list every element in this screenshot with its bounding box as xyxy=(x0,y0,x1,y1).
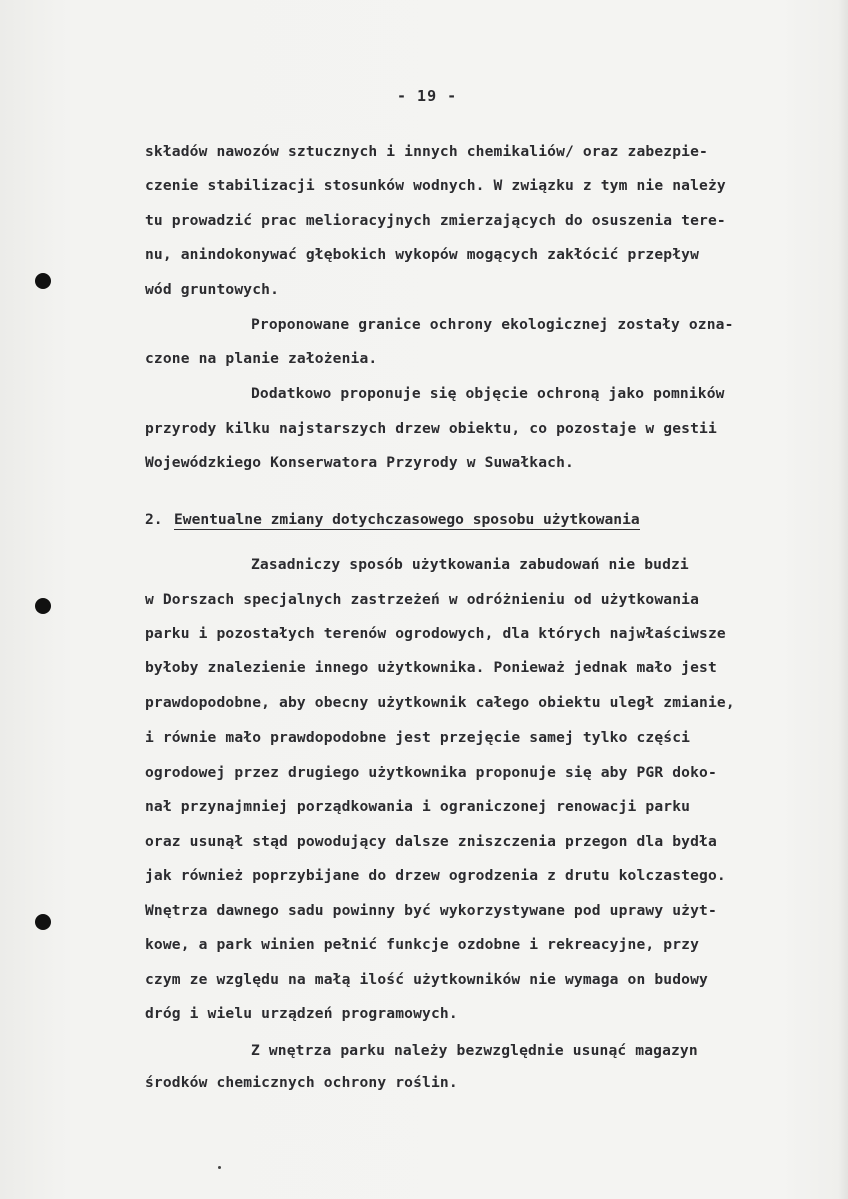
page-number: - 19 - xyxy=(397,87,458,105)
text-line: czone na planie założenia. xyxy=(145,350,378,367)
text-line: czenie stabilizacji stosunków wodnych. W związku z tym nie należy xyxy=(145,177,726,194)
text-line: jak również poprzybijane do drzew ogrodzenia z drutu kolczastego. xyxy=(145,867,726,884)
text-line: i równie mało prawdopodobne jest przejęcie samej tylko części xyxy=(145,729,691,746)
text-line: składów nawozów sztucznych i innych chemikaliów/ oraz zabezpie- xyxy=(145,143,708,160)
text-line: Wojewódzkiego Konserwatora Przyrody w Suwałkach. xyxy=(145,454,574,471)
text-line: byłoby znalezienie innego użytkownika. Ponieważ jednak mało jest xyxy=(145,659,717,676)
text-line: dróg i wielu urządzeń programowych. xyxy=(145,1005,458,1022)
text-line: oraz usunął stąd powodujący dalsze zniszczenia przegon dla bydła xyxy=(145,833,717,850)
text-line: Proponowane granice ochrony ekologicznej zostały ozna- xyxy=(251,316,734,333)
text-line: w Dorszach specjalnych zastrzeżeń w odróżnieniu od użytkowania xyxy=(145,591,700,608)
section-heading: Ewentualne zmiany dotychczasowego sposobu użytkowania xyxy=(174,511,640,528)
text-line: Z wnętrza parku należy bezwzględnie usunąć magazyn xyxy=(251,1042,698,1059)
text-line: wód gruntowych. xyxy=(145,281,280,298)
punch-hole xyxy=(35,914,51,930)
text-line: czym ze względu na małą ilość użytkowników nie wymaga on budowy xyxy=(145,971,708,988)
text-line: Wnętrza dawnego sadu powinny być wykorzystywane pod uprawy użyt- xyxy=(145,902,717,919)
text-line: kowe, a park winien pełnić funkcje ozdobne i rekreacyjne, przy xyxy=(145,936,700,953)
text-line: prawdopodobne, aby obecny użytkownik całego obiektu uległ zmianie, xyxy=(145,694,735,711)
text-line: Zasadniczy sposób użytkowania zabudowań nie budzi xyxy=(251,556,689,573)
text-line: środków chemicznych ochrony roślin. xyxy=(145,1074,458,1091)
text-line: nał przynajmniej porządkowania i ograniczonej renowacji parku xyxy=(145,798,691,815)
text-line: parku i pozostałych terenów ogrodowych, dla których najwłaściwsze xyxy=(145,625,726,642)
page-edge-shadow xyxy=(838,0,848,1199)
text-line: przyrody kilku najstarszych drzew obiektu, co pozostaje w gestii xyxy=(145,420,717,437)
punch-hole xyxy=(35,598,51,614)
text-line: tu prowadzić prac melioracyjnych zmierzających do osuszenia tere- xyxy=(145,212,726,229)
ink-speck xyxy=(218,1166,221,1169)
text-line: ogrodowej przez drugiego użytkownika proponuje się aby PGR doko- xyxy=(145,764,717,781)
punch-hole xyxy=(35,273,51,289)
text-line: nu, anindokonywać głębokich wykopów mogących zakłócić przepływ xyxy=(145,246,700,263)
text-line: Dodatkowo proponuje się objęcie ochroną jako pomników xyxy=(251,385,725,402)
section-number: 2. xyxy=(145,511,163,528)
